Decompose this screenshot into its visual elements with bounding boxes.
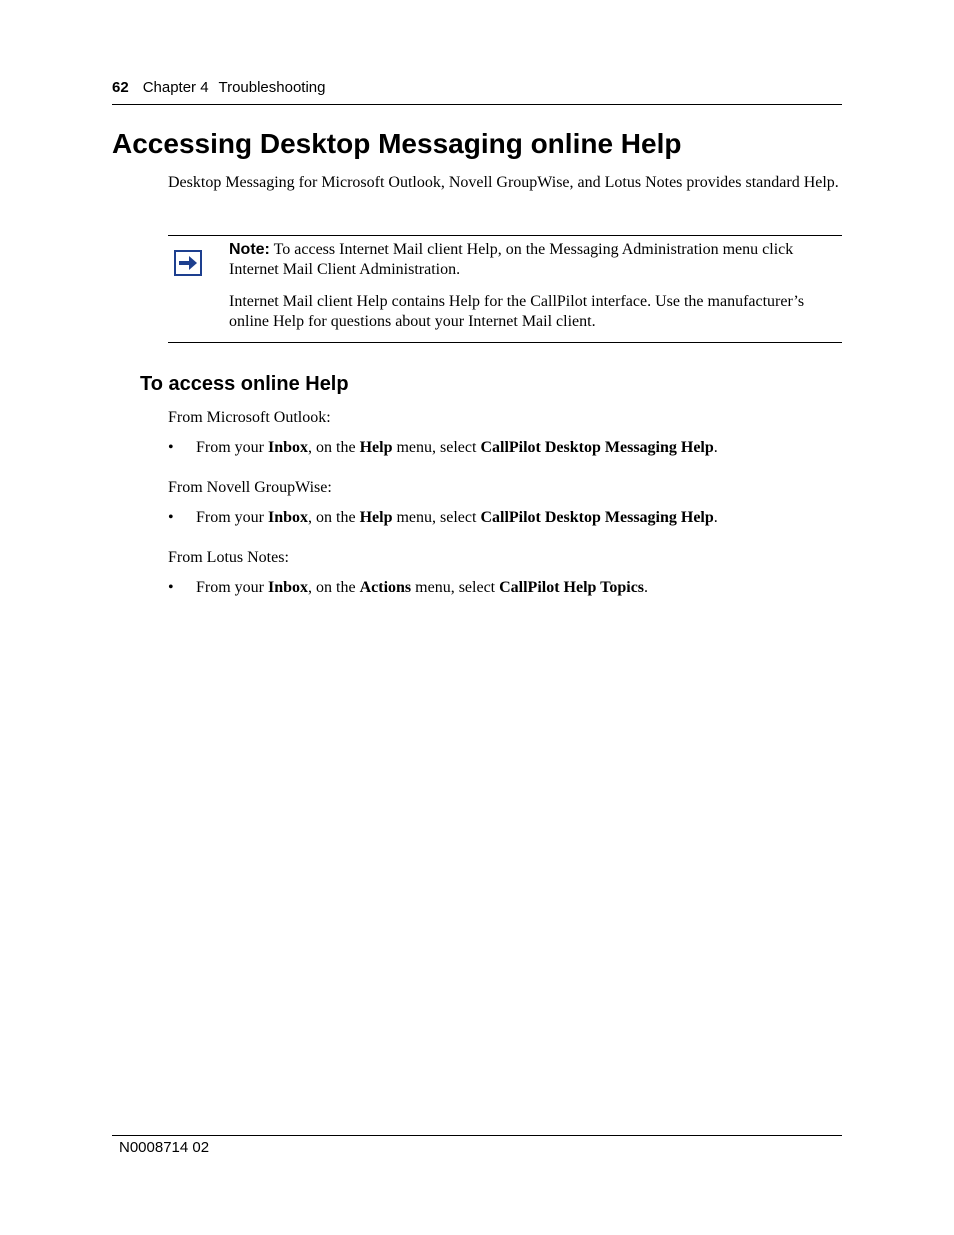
doc-number: N0008714 02 [119,1139,210,1156]
note-paragraph-2: Internet Mail client Help contains Help for the CallPilot interface. Use the manufacturer’s online Help for questions about your Internet Mail client. [229,293,805,330]
procedure-heading: To access online Help [140,373,349,395]
page-number: 62 [112,79,129,96]
ui-term: CallPilot Desktop Messaging Help [480,439,714,456]
ui-term: Actions [359,579,412,596]
procedure-steps [168,408,842,618]
from-label: From Novell GroupWise: [168,479,332,496]
ui-term: Inbox [268,579,309,596]
step-text: From your [196,579,268,596]
note-body [229,240,841,344]
note-paragraph-1 [229,240,841,280]
ui-term: Help [359,439,393,456]
ui-term: Help [359,509,393,526]
ui-term: Inbox [268,439,309,456]
step-text: , on the [308,509,360,526]
list-item [168,508,842,528]
step-text: menu, select [411,579,500,596]
list-item [168,438,842,458]
list-item [168,578,842,598]
step-text: . [644,579,649,596]
step-text: menu, select [392,509,481,526]
step-text: From your [196,439,268,456]
section-label: Troubleshooting [218,79,326,96]
note-text-1: To access Internet Mail client Help, on the Messaging Administration menu click Internet Mail Client Administration. [229,241,794,278]
bullet-glyph: • [168,439,174,456]
step-text: , on the [308,439,360,456]
step-text: From your [196,509,268,526]
step-text: , on the [308,579,360,596]
ui-term: Inbox [268,509,309,526]
page-title: Accessing Desktop Messaging online Help [112,128,682,159]
note-box [168,235,842,343]
footer-rule [112,1135,842,1136]
running-header [112,79,842,96]
header-rule [112,104,842,105]
intro-paragraph: Desktop Messaging for Microsoft Outlook, Novell GroupWise, and Lotus Notes provides standard Help. [168,174,839,191]
from-label: From Lotus Notes: [168,549,289,566]
ui-term: CallPilot Help Topics [499,579,645,596]
arrow-right-icon [174,250,202,276]
chapter-label: Chapter 4 [142,79,209,96]
bullet-glyph: • [168,509,174,526]
bullet-glyph: • [168,579,174,596]
step-text: . [713,509,718,526]
note-label: Note: [229,241,270,258]
from-label: From Microsoft Outlook: [168,409,331,426]
step-text: menu, select [392,439,481,456]
step-text: . [713,439,718,456]
ui-term: CallPilot Desktop Messaging Help [480,509,714,526]
